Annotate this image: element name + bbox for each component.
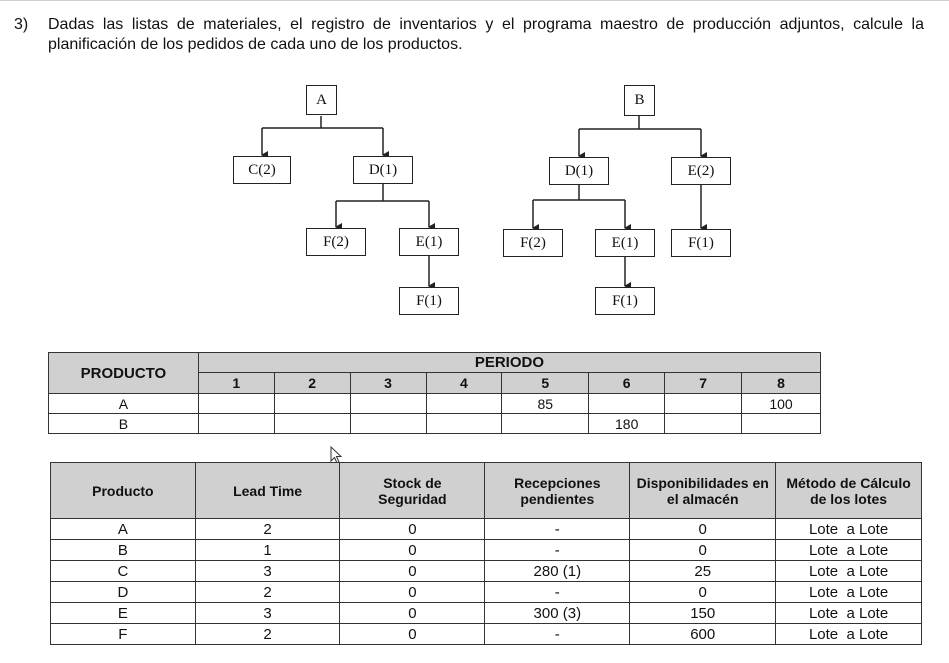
node-b-f1: F(1) [595,287,655,315]
inventory-header: Producto [51,463,196,519]
table-cell: 0 [630,519,776,540]
mps-period-header: PERIODO [198,353,820,373]
period-header: 2 [274,373,350,394]
period-header: 4 [426,373,502,394]
period-header: 8 [742,373,821,394]
table-cell [589,394,665,414]
table-cell [350,394,426,414]
table-cell: - [485,540,630,561]
inventory-table [50,462,922,645]
table-cell: 3 [195,561,340,582]
table-cell: Lote a Lote [776,624,922,645]
table-cell: Lote a Lote [776,561,922,582]
table-cell [198,414,274,434]
table-cell: E [51,603,196,624]
table-cell: C [51,561,196,582]
table-cell: 300 (3) [485,603,630,624]
table-cell [665,394,742,414]
table-row [51,603,922,624]
table-cell: F [51,624,196,645]
node-a-f1: F(1) [399,287,459,315]
table-cell: 3 [195,603,340,624]
node-a-e: E(1) [399,228,459,256]
question-number: 3) [14,16,29,33]
table-row [51,624,922,645]
table-cell [426,394,502,414]
period-header: 3 [350,373,426,394]
table-cell: D [51,582,196,603]
table-cell: A [51,519,196,540]
table-cell: Lote a Lote [776,540,922,561]
table-cell: B [51,540,196,561]
node-b-e2: E(2) [671,157,731,185]
table-cell: 0 [630,582,776,603]
table-cell: Lote a Lote [776,603,922,624]
table-cell: 280 (1) [485,561,630,582]
table-cell: Lote a Lote [776,519,922,540]
table-cell: 25 [630,561,776,582]
mps-table [48,352,821,434]
table-cell: 100 [742,394,821,414]
inventory-header: Lead Time [195,463,340,519]
table-cell: 2 [195,519,340,540]
table-cell: 180 [589,414,665,434]
table-cell: 600 [630,624,776,645]
table-cell: - [485,582,630,603]
table-cell [274,414,350,434]
table-cell [426,414,502,434]
table-row [49,394,821,414]
node-b-e1: E(1) [595,229,655,257]
node-a-root: A [306,85,337,115]
node-b-d: D(1) [549,157,609,185]
mps-product-header: PRODUCTO [49,353,199,394]
table-cell: B [49,414,199,434]
table-cell [198,394,274,414]
table-cell [665,414,742,434]
node-b-f2: F(2) [503,229,563,257]
period-header: 5 [502,373,589,394]
inventory-header: Recepciones pendientes [485,463,630,519]
table-cell: 0 [340,582,485,603]
table-cell: 85 [502,394,589,414]
table-cell: 1 [195,540,340,561]
inventory-header: Disponibilidades en el almacén [630,463,776,519]
table-cell: A [49,394,199,414]
inventory-header: Stock de Seguridad [340,463,485,519]
table-cell [502,414,589,434]
table-cell: - [485,519,630,540]
table-cell: 0 [340,561,485,582]
question-text: Dadas las listas de materiales, el registro de inventarios y el programa maestro de producción adjuntos, calcule la planificación de los pedidos de cada uno de los productos. [48,16,924,53]
table-row [49,414,821,434]
table-row [51,540,922,561]
node-b-root: B [624,85,655,116]
period-header: 7 [665,373,742,394]
table-cell: 2 [195,582,340,603]
table-cell: Lote a Lote [776,582,922,603]
node-a-f2: F(2) [306,228,366,256]
table-cell: 0 [340,519,485,540]
node-b-f1-side: F(1) [671,229,731,257]
node-a-c: C(2) [233,156,291,184]
table-cell [742,414,821,434]
table-cell [350,414,426,434]
table-row [51,519,922,540]
table-cell: 0 [340,540,485,561]
table-cell: 150 [630,603,776,624]
table-cell: 0 [340,603,485,624]
period-header: 1 [198,373,274,394]
table-cell: 0 [630,540,776,561]
period-header: 6 [589,373,665,394]
table-cell: 2 [195,624,340,645]
table-cell [274,394,350,414]
inventory-header: Método de Cálculo de los lotes [776,463,922,519]
table-cell: 0 [340,624,485,645]
bom-diagram-lines [0,0,949,330]
table-cell: - [485,624,630,645]
node-a-d: D(1) [353,156,413,184]
table-row [51,582,922,603]
table-row [51,561,922,582]
